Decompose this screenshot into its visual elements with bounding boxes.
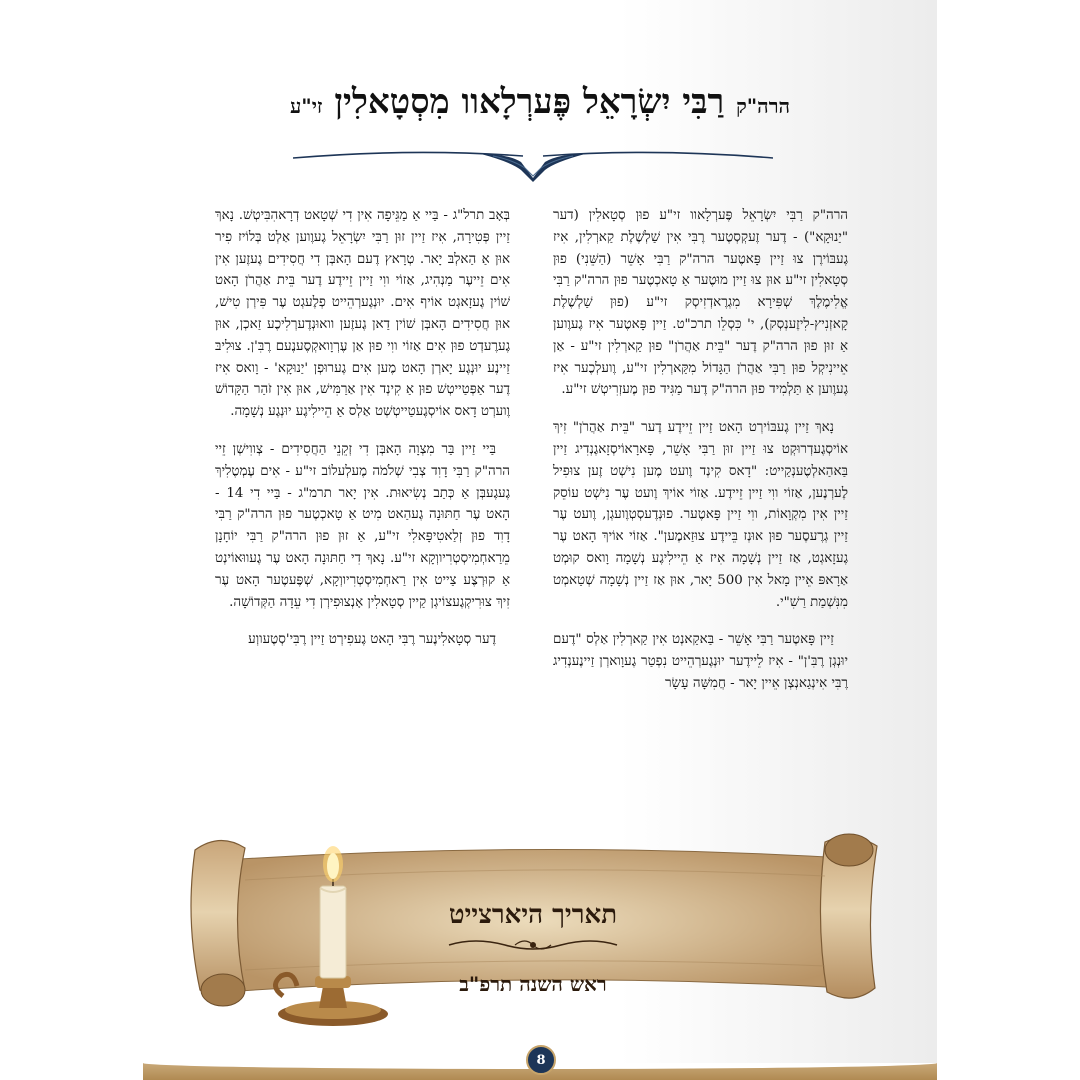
title-suffix: זי"ע bbox=[289, 94, 323, 118]
title-name: רַבִּי יִשְׂרָאֵל פֶּערְלָאוו מִסְטָאלִין bbox=[334, 82, 725, 122]
title-ornament-icon bbox=[293, 140, 773, 190]
article-paragraph: נָאךְ זַיין גֶעבּוֹירְט הָאט זַיין זֵיידֶע דֶער "בֵּית אַהֲרֹן" זִיךְ אוֹיסְגֶעדְרוּקְט צוּ זַיין זוּן רַבִּי אָשֵׁר, פָּארָאוֹיסְזָאגֶנְדִיג זַיין בַּאהַאלְטֶענְקַייט: "דָאס קִינְד וֶועט מֶען נִישְׁט זֶען צוּפִיל לֶערְנֶען, אַזוֹי ווִי זַיין זֵיידֶע. אַזוֹי אוֹיךְ וֶועט עֶר נִישְׁט עוֹסֵק זַיין אִין מִקְוָאוֹת, ווִי זַיין פָּאטֶער. פוּנְדֶעסְטְוֶועגְן, וֶועט עֶר זַיין גְרֶעסֶער פוּן אוּנְז בֵּיידֶע צוּזַאמֶען". אַזוֹי אוֹיךְ הָאט עֶר גֶעזָאגְט, אַז זַיין נְשָׁמָה אִיז אַ הֵיילִיגֶע נְשָׁמָה וָואס קוּמְט אַרָאפּ אֵיין מָאל אִין 500 יָאר, אוּן אַז זַיין נְשָׁמָה שְׁטַאמְט מִנִּשְׁמַת רַשִׁ"י. bbox=[553, 420, 849, 610]
article-column-left bbox=[215, 205, 510, 667]
article-paragraph: בְּאָב תרל"ג - בַּיי אַ מַגֵּיפָה אִין דִי שְׁטָאט דְרָאהִבִּיטְשׁ. נָאךְ זַיין פְּטִירָה, אִיז זַיין זוּן רַבִּי יִשְׂרָאֵל גֶעוֶוען אַלְט בְּלוֹיז פִיר אוּן אַ הַאלְבּ יָאר. טְרָאץ דֶעם הָאבְּן דִי חֲסִידִים גֶעזֶען אִין אִים זֵייעֶר מַנְהִיג, אַזוֹי ווִי זַיין זֵיידֶע דֶער בֵּית אַהֲרֹן הָאט שׁוֹין גֶעזָאגְט אוֹיף אִים. יוּנְגֶערְהֵייט פְלֶעגְט עֶר פִּירְן טִישׁ, אוּן חֲסִידִים הָאבְּן שׁוֹין דַאן גֶעזֶען וואוּנְדֶערְלִיכֶע זַאכְן, אוּן גֶערֶעדְט פוּן אִים אַזוֹי ווִי פוּן אַן עֶרְוָואקְסֶענֶעם רֶבִּ'ן. צוּלִיבּ זַיינֶע יוּנְגֶע יָארְן הָאט מֶען אִים גֶערוּפְן 'יַנוּקָא' - וָואס אִיז דֶער אַפְּטַייטְשׁ פוּן אַ קִינְד אִין אַרַמִּישׁ, אוּן אִין זֹהַר הַקָּדוֹשׁ וֶוערְט דָאס אוֹיסְגֶעטַייטְשְׁט אַלְס אַ הֵיילִיגֶע יוּנְגֶע נְשָׁמָה. bbox=[215, 208, 510, 420]
yahrzeit-date: ראש השנה תרפ"ב bbox=[459, 972, 607, 996]
magazine-page bbox=[143, 0, 937, 1080]
article-paragraph: בַּיי זַיין בַּר מִצְוָה הָאבְּן דִי זְקֵנֵי הַחֲסִידִים - צְווִישְׁן זֵיי הרה"ק רַבִּי דָוִד צְבִי שְׁלֹמֹה מֶעלְעלוֹב זי"ע - אִים עֶמְטֶלִיךְ גֶעגֶעבְּן אַ כְּתַב נְשִׂיאוּת. אִין יָאר תרמ"ג - בַּיי דִי 14 - הָאט עֶר חַתּוּנָה גֶעהַאט מִיט אַ טָאכְטֶער פוּן הרה"ק רַבִּי דָוִד פוּן זְלַאטִיפָּאלִי זי"ע, אַ זוּן פוּן הרה"ק רַבִּי יוֹחָנָן מֵרַאחְמִיסְטְרִיווְקָא זי"ע. נָאךְ דִי חַתּוּנָה הָאט עֶר גֶעווּאוֹינְט אַ קוּרְצֶע צַייט אִין רַאחְמִיסְטְרִיווְקָא, שְׁפֶּעטֶער הָאט עֶר זִיךְ צוּרִיקְגֶעצוֹיגְן קַיין סְטָאלִין אָנְצוּפִירְן דִי עֵדָה הַקְּדוֹשָׁה. bbox=[215, 441, 510, 610]
article-paragraph: זַיין פָּאטֶער רַבִּי אָשֵׁר - בַּאקַאנְט אִין קַארְלִין אַלְס "דֶעם יוּנְגְן רֶבִּ'ן" - אִיז לֵיידֶער יוּנְגֶערְהֵייט נִפְטַר גֶעוָוארְן זַיינֶענְדִיג רֶבִּי אִינְגַאנְצְן אֵיין יָאר - חֲמִשָּׁה עָשָׂר bbox=[553, 632, 848, 691]
title-prefix: הרה"ק bbox=[736, 94, 791, 118]
yahrzeit-heading: תאריך היארצייט bbox=[448, 900, 618, 930]
page-number-badge: 8 bbox=[526, 1045, 556, 1075]
candle-icon bbox=[273, 836, 393, 1031]
article-paragraph: דֶער סְטָאלִינֶער רֶבִּי הָאט גֶעפִירְט זַיין רֶבִּי'סְטֶעווְע bbox=[248, 632, 496, 648]
page-title bbox=[143, 82, 937, 122]
flourish-divider-icon bbox=[445, 935, 621, 955]
article-paragraph: הרה"ק רַבִּי יִשְׂרָאֵל פֶּערְלָאוו זי"ע פוּן סְטָאלִין (דער "יַנוּקָא") - דֶער זֶעקְסְטֶער רֶבִּי אִין שַׁלְשֶׁלֶת קַארְלִין, אִיז גֶעבּוֹירֶן צוּ זַיין פָּאטֶער הרה"ק רַבִּי אָשֵׁר (הַשֵּׁנִי) פוּן סְטָאלִין זי"ע אוּן צוּ זַיין מוּטֶער אַ טָאכְטֶער פוּן הרה"ק רַבִּי אֱלִימֶלֶךְ שְׁפִּירָא מִגְרֶאדְזִיסְק זי"ע (פוּן שַׁלְשֶׁלֶת קָאזְנִיץ-לִיזֶענְסְק), י' כִּסְלֵו תרכ"ט. זַיין פָּאטֶער אִיז גֶעוֶוען אַ זוּן פוּן הרה"ק דֶער "בֵּית אַהֲרֹן" פוּן קַארְלִין זי"ע - אַן אֵיינִיקְל פוּן רַבִּי אַהֲרֹן הַגָּדוֹל מִקַּארְלִין זי"ע, וֶועלְכֶער אִיז גֶעוֶוען אַ תַּלְמִיד פוּן הרה"ק דֶער מַגִּיד פוּן מֶעזְרִיטְשׁ זי"ע. bbox=[553, 208, 848, 398]
article-column-right bbox=[553, 205, 848, 711]
